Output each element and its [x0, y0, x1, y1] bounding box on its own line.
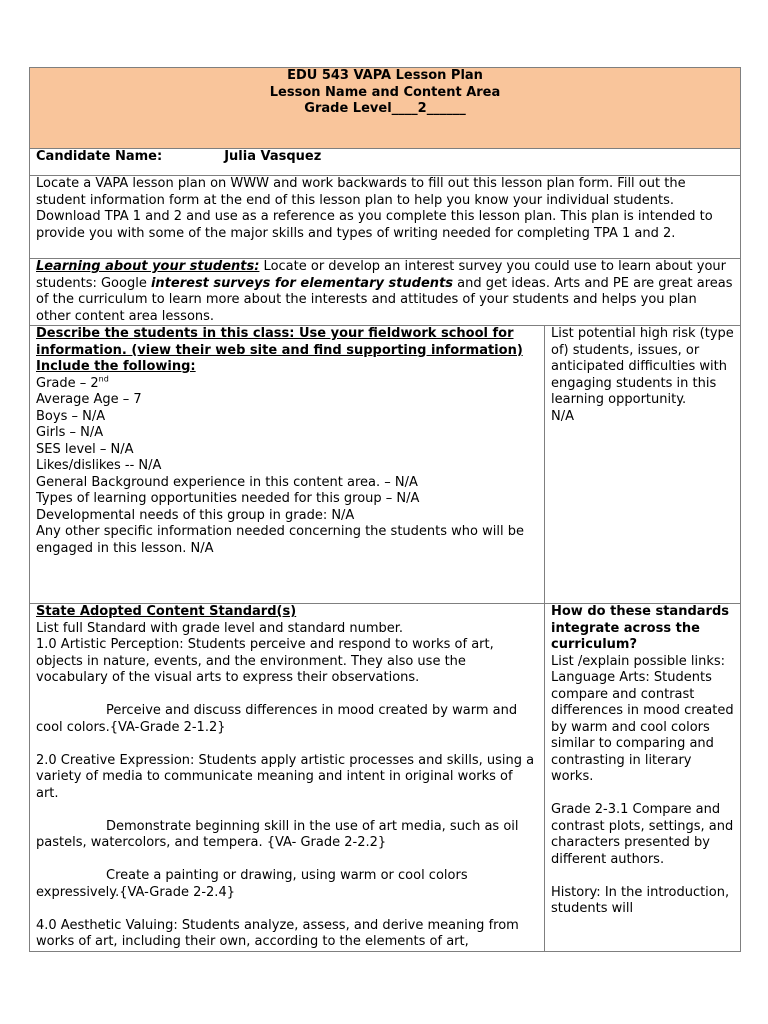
standard-2-2: Demonstrate beginning skill in the use of art media, such as oil pastels, watercolors, and tempera. {VA- Grade 2-2.2} — [36, 818, 519, 850]
integration-sub: List /explain possible links: — [551, 653, 726, 669]
learning-heading: Learning about your students: — [36, 259, 260, 274]
standard-1-2: Perceive and discuss differences in mood created by warm and cool colors.{VA-Grade 2-1.2} — [36, 703, 518, 735]
learning-text-1: Locate or develop an interest survey you could use to learn about your students: Google — [36, 259, 727, 291]
lesson-plan-table — [29, 67, 741, 952]
learning-emphasis: interest surveys for elementary students — [150, 275, 454, 291]
describe-line: Types of learning opportunities needed for this group – N/A — [36, 491, 420, 506]
describe-line: SES level – N/A — [36, 441, 134, 457]
describe-line: Developmental needs of this group in grade: N/A — [36, 507, 355, 523]
grade-level-line: Grade Level____2______ — [304, 101, 466, 116]
learning-cell — [30, 259, 741, 326]
standard-1: 1.0 Artistic Perception: Students perceive and respond to works of art, objects in nature, events, and the environment. They also use the vocabulary of the visual arts to express their observations. — [36, 637, 494, 685]
describe-line: Any other specific information needed concerning the students who will be engaged in this lesson. N/A — [36, 524, 524, 556]
header-cell — [30, 68, 741, 149]
grade-ordinal: nd — [98, 374, 109, 384]
candidate-cell — [30, 149, 741, 176]
include-heading: Include the following: — [36, 359, 196, 374]
risk-value: N/A — [551, 408, 574, 424]
integration-cell — [545, 604, 741, 952]
describe-heading: Describe the students in this class: Use your fieldwork school for information. (view their web site and find supporting information) — [36, 326, 523, 358]
risk-text: List potential high risk (type of) students, issues, or anticipated difficulties with engaging students in this learning opportunity. — [551, 326, 734, 407]
integration-history: History: In the introduction, students will — [551, 884, 730, 916]
intro-cell — [30, 176, 741, 259]
integration-heading: How do these standards integrate across the curriculum? — [551, 604, 729, 652]
standards-heading: State Adopted Content Standard(s) — [36, 604, 297, 619]
candidate-name: Julia Vasquez — [224, 149, 322, 164]
integration-language-arts: Language Arts: Students compare and contrast differences in mood created by warm and cool colors similar to comparing and contrasting in literary works. — [551, 670, 734, 784]
intro-text: Locate a VAPA lesson plan on WWW and work backwards to fill out this lesson plan form. Fill out the student information form at the end of this lesson plan to help you know your individual students. Download TPA 1 and 2 and use as a reference as you complete this lesson plan. This plan is intended to provide you with some of the major skills and types of writing needed for completing TPA 1 and 2. — [36, 176, 713, 241]
learning-text-2: and get ideas. Arts and PE are great areas of the curriculum to learn more about the interests and attitudes of your students and helps you plan other content area lessons. — [36, 275, 733, 324]
candidate-label: Candidate Name: — [36, 149, 163, 164]
standard-2: 2.0 Creative Expression: Students apply artistic processes and skills, using a variety of media to communicate meaning and intent in original works of art. — [36, 752, 535, 801]
standards-subheading: List full Standard with grade level and standard number. — [36, 620, 404, 636]
describe-cell — [30, 326, 545, 604]
risk-cell — [545, 326, 741, 604]
standard-2-4: Create a painting or drawing, using warm or cool colors expressively.{VA-Grade 2-2.4} — [36, 868, 468, 900]
grade-value: Grade – 2 — [36, 375, 99, 391]
describe-line: General Background experience in this content area. – N/A — [36, 474, 418, 490]
describe-line: Boys – N/A — [36, 408, 106, 424]
describe-line: Likes/dislikes -- N/A — [36, 458, 162, 473]
describe-line: Girls – N/A — [36, 425, 104, 440]
grade-line — [36, 376, 538, 393]
standard-4: 4.0 Aesthetic Valuing: Students analyze, assess, and derive meaning from works of art, including their own, according to the elements of art, — [36, 917, 519, 949]
describe-line: Average Age – 7 — [36, 392, 142, 407]
title-line-1: EDU 543 VAPA Lesson Plan — [287, 68, 483, 83]
integration-grade-standard: Grade 2-3.1 Compare and contrast plots, settings, and characters presented by different authors. — [551, 802, 734, 867]
standards-cell — [30, 604, 545, 952]
title-line-2: Lesson Name and Content Area — [269, 84, 501, 100]
